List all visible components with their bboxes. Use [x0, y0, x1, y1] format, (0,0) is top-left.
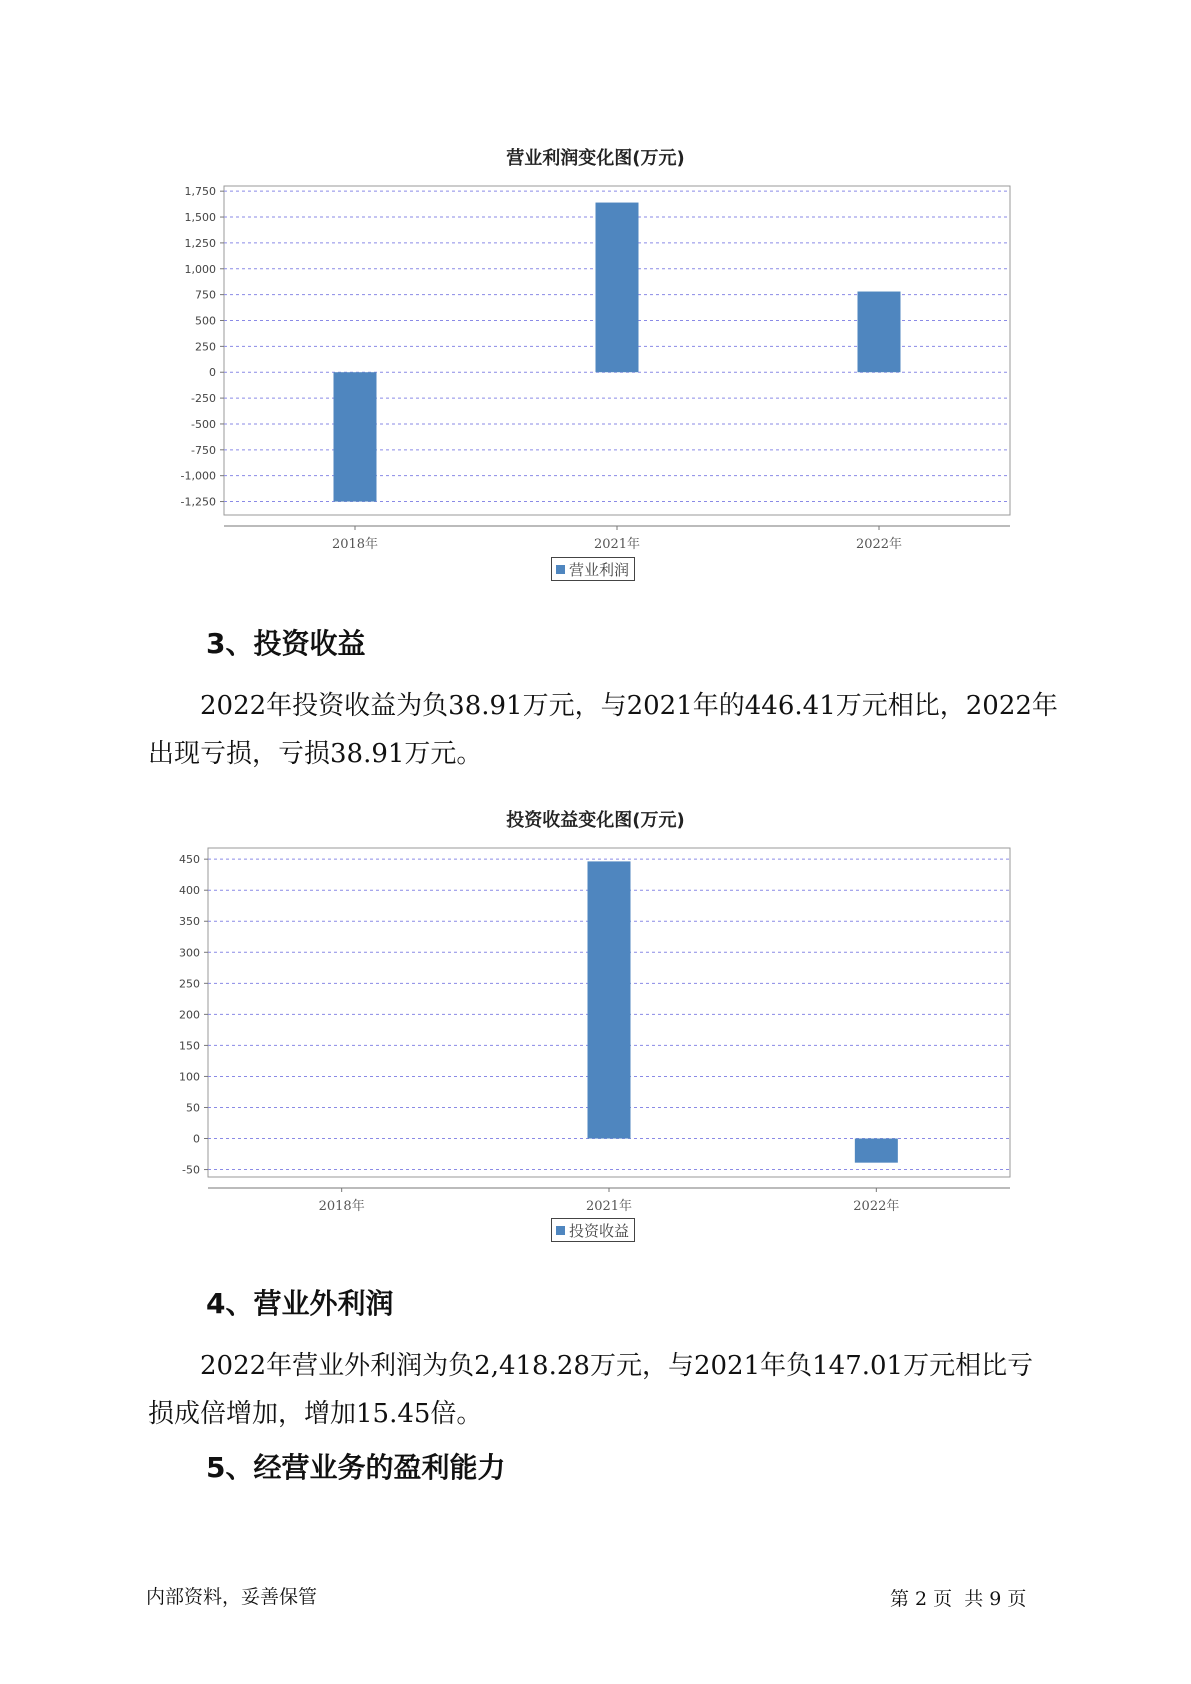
y-tick-label: 450 — [179, 853, 200, 867]
legend-label: 投资收益 — [569, 1221, 630, 1240]
section-heading-profitability: 5、经营业务的盈利能力 — [206, 1451, 506, 1484]
y-tick-label: -1,250 — [180, 495, 216, 509]
investment-income-chart — [0, 842, 1191, 1214]
x-category-label: 2018年 — [331, 537, 379, 552]
paragraph-line: 损成倍增加，增加15.45倍。 — [148, 1399, 483, 1429]
y-tick-label: 300 — [179, 946, 200, 960]
footer-page-number: 第 2 页 共 9 页 — [890, 1588, 1027, 1610]
y-tick-label: 0 — [193, 1132, 200, 1146]
section-heading-investment-income: 3、投资收益 — [206, 627, 366, 660]
y-tick-label: 200 — [179, 1008, 200, 1022]
operating-profit-chart — [0, 180, 1191, 552]
paragraph-non-operating-profit — [148, 1342, 1068, 1438]
y-tick-label: 1,250 — [184, 236, 216, 250]
paragraph-line: 2022年营业外利润为负2,418.28万元，与2021年负147.01万元相比亏 — [200, 1351, 1034, 1381]
y-tick-label: 50 — [186, 1101, 200, 1115]
y-tick-label: 500 — [195, 314, 216, 328]
y-tick-label: -1,000 — [180, 469, 216, 483]
x-category-label: 2021年 — [585, 1199, 633, 1214]
y-tick-label: 250 — [195, 340, 216, 354]
section-heading-non-operating-profit: 4、营业外利润 — [206, 1287, 394, 1320]
chart-title-operating-profit: 营业利润变化图(万元) — [506, 148, 685, 169]
y-tick-label: 1,750 — [184, 185, 216, 199]
bar-2018年 — [334, 372, 377, 501]
chart-legend-investment-income — [551, 1218, 635, 1242]
y-tick-label: -50 — [182, 1163, 200, 1177]
y-tick-label: 100 — [179, 1070, 200, 1084]
footer-confidential-note: 内部资料，妥善保管 — [146, 1586, 318, 1608]
x-category-label: 2018年 — [318, 1199, 365, 1214]
chart-title-investment-income: 投资收益变化图(万元) — [506, 810, 685, 831]
y-tick-label: 400 — [179, 884, 200, 898]
y-tick-label: 1,000 — [184, 262, 216, 276]
paragraph-line: 2022年投资收益为负38.91万元，与2021年的446.41万元相比，2022年 — [200, 691, 1058, 721]
bar-2022年 — [855, 1139, 898, 1163]
y-tick-label: 150 — [179, 1039, 200, 1053]
y-tick-label: -500 — [191, 417, 216, 431]
y-tick-label: 750 — [195, 288, 216, 302]
legend-swatch — [556, 565, 565, 574]
x-category-label: 2022年 — [853, 1199, 900, 1214]
paragraph-investment-income — [148, 682, 1068, 778]
x-category-label: 2021年 — [593, 537, 641, 552]
bar-2022年 — [858, 292, 901, 373]
chart-legend-operating-profit — [551, 557, 635, 581]
y-tick-label: 1,500 — [184, 211, 216, 225]
bar-2021年 — [588, 861, 631, 1138]
x-category-label: 2022年 — [855, 537, 903, 552]
bar-2021年 — [596, 203, 639, 373]
paragraph-line: 出现亏损，亏损38.91万元。 — [148, 739, 483, 769]
y-tick-label: 350 — [179, 915, 200, 929]
y-tick-label: -250 — [191, 392, 216, 406]
y-tick-label: -750 — [191, 443, 216, 457]
y-tick-label: 250 — [179, 977, 200, 991]
y-tick-label: 0 — [209, 366, 216, 380]
legend-swatch — [556, 1226, 565, 1235]
legend-label: 营业利润 — [569, 560, 630, 579]
